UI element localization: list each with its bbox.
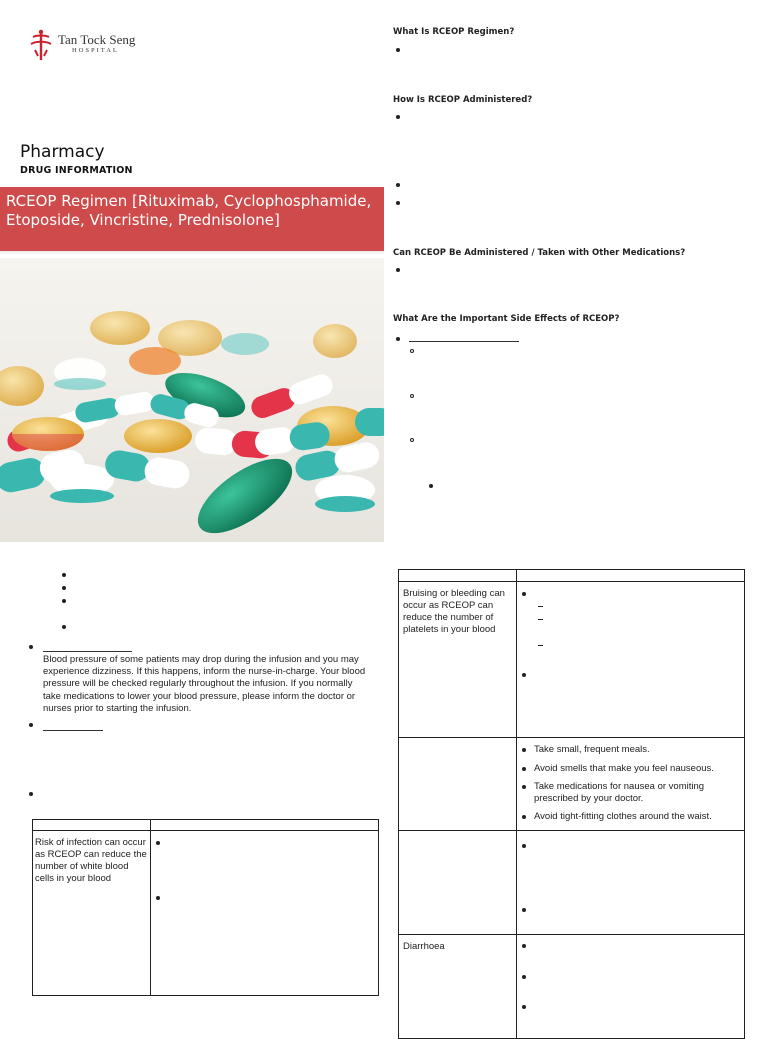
underline-blank — [43, 651, 132, 652]
list-item: Avoid tight-fitting clothes around the waist. — [520, 811, 740, 823]
logo-subtitle: HOSPITAL — [72, 47, 119, 54]
bullet — [522, 592, 526, 596]
bullet — [62, 586, 66, 590]
bullet — [29, 645, 33, 649]
question-other-medications: Can RCEOP Be Administered / Taken with Other Medications? — [393, 248, 686, 258]
bullet — [522, 673, 526, 677]
banner-shadow — [0, 251, 384, 255]
underline-blank — [409, 341, 519, 342]
bullet — [156, 841, 160, 845]
dash-bullet — [538, 645, 543, 646]
table-divider — [516, 569, 517, 1039]
pills-photo — [0, 258, 384, 542]
bullet — [396, 48, 400, 52]
table-divider — [398, 830, 745, 831]
regimen-title: RCEOP Regimen [Rituximab, Cyclophosphamide, Etoposide, Vincristine, Prednisolone] — [6, 192, 372, 229]
bullet — [522, 908, 526, 912]
dash-bullet — [538, 619, 543, 620]
diarrhoea-label: Diarrhoea — [403, 941, 445, 952]
table-divider — [398, 737, 745, 738]
bullet — [396, 268, 400, 272]
table-divider — [398, 581, 745, 582]
question-how-administered: How Is RCEOP Administered? — [393, 95, 533, 105]
sub-bullet — [410, 438, 414, 442]
list-item: Avoid smells that make you feel nauseous. — [520, 763, 740, 775]
bullet — [62, 599, 66, 603]
bruising-label: Bruising or bleeding can occur as RCEOP can reduce the number of platelets in your blood — [403, 588, 505, 635]
table-divider — [398, 934, 745, 935]
bullet — [429, 484, 433, 488]
bullet — [396, 201, 400, 205]
bullet — [522, 844, 526, 848]
sub-bullet — [410, 349, 414, 353]
list-item: Take medications for nausea or vomiting prescribed by your doctor. — [520, 781, 740, 804]
section-subtitle: DRUG INFORMATION — [20, 165, 133, 176]
bullet — [522, 1005, 526, 1009]
underline-blank — [43, 730, 103, 731]
bullet — [62, 573, 66, 577]
bullet — [62, 625, 66, 629]
table-divider — [150, 819, 151, 996]
bullet — [522, 975, 526, 979]
bullet — [396, 115, 400, 119]
section-title: Pharmacy — [20, 142, 105, 162]
infection-risk-label: Risk of infection can occur as RCEOP can reduce the number of white blood cells in your blood — [35, 837, 147, 884]
logo-name: Tan Tock Seng — [58, 32, 136, 47]
bullet — [522, 944, 526, 948]
regimen-banner — [0, 187, 384, 251]
sub-bullet — [410, 394, 414, 398]
bullet — [396, 183, 400, 187]
dash-bullet — [538, 606, 543, 607]
table-divider — [32, 830, 379, 831]
nausea-tips-list — [520, 744, 740, 830]
bullet — [29, 723, 33, 727]
bullet — [156, 896, 160, 900]
hospital-logo-icon — [28, 28, 54, 62]
bullet — [396, 337, 400, 341]
question-what-is: What Is RCEOP Regimen? — [393, 27, 515, 37]
hospital-logo — [28, 28, 148, 64]
question-side-effects: What Are the Important Side Effects of RCEOP? — [393, 314, 620, 324]
blood-pressure-text: Blood pressure of some patients may drop during the infusion and you may experience dizziness. If this happens, inform the nurse-in-charge. Your blood pressure will be checked regularly throughout the infusion. If you normally take medications to lower your blood pressure, please inform the doctor or nurses prior to starting the infusion. — [43, 654, 366, 714]
bullet — [29, 792, 33, 796]
list-item: Take small, frequent meals. — [520, 744, 740, 756]
